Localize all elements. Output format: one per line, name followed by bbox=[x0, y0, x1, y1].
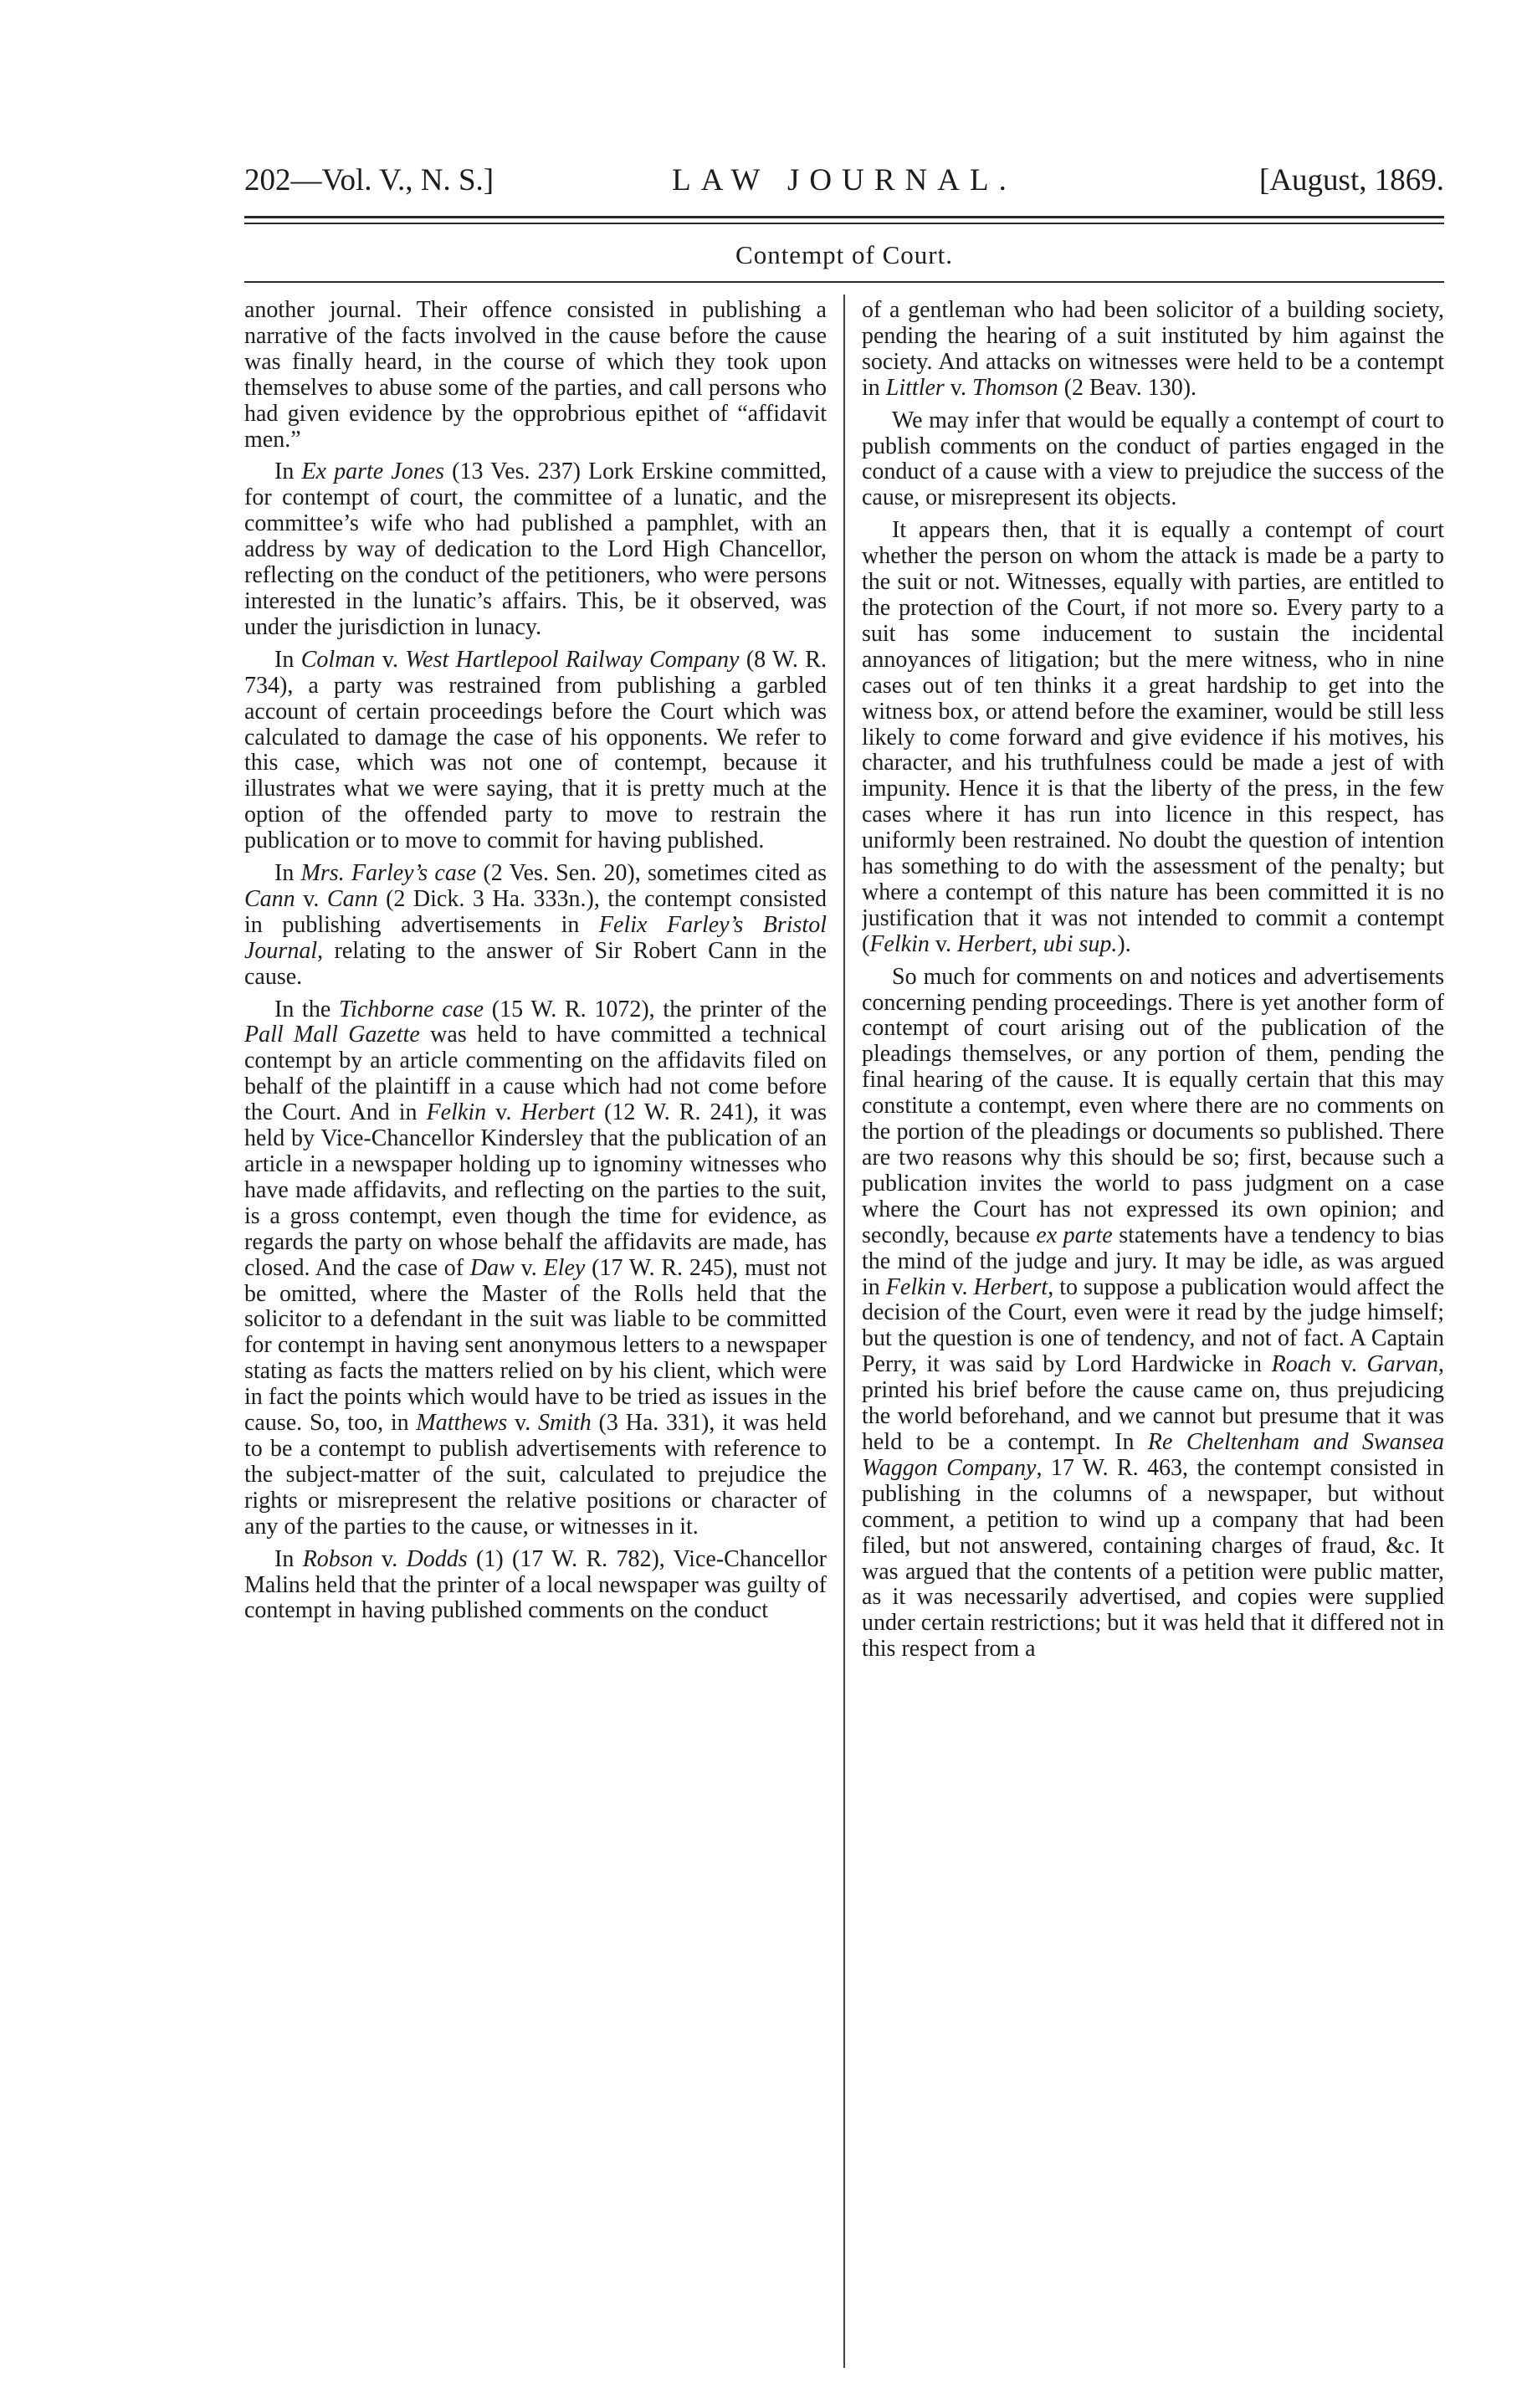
text-run: In bbox=[274, 646, 301, 673]
italic-text: Eley bbox=[543, 1254, 586, 1281]
continued-paragraph bbox=[244, 298, 827, 453]
paragraph bbox=[244, 861, 827, 991]
italic-text: Cann bbox=[326, 885, 378, 912]
paragraph bbox=[244, 459, 827, 640]
text-run: v. bbox=[507, 1410, 538, 1437]
italic-text: Roach bbox=[1271, 1351, 1332, 1378]
italic-text: Herbert, ubi sup. bbox=[957, 930, 1118, 957]
italic-text: Thomson bbox=[971, 374, 1058, 401]
right-column bbox=[862, 298, 1444, 2390]
issue-date: [August, 1869. bbox=[1259, 163, 1444, 197]
text-run: v. bbox=[929, 930, 958, 957]
text-run: of a gentleman who had been solicitor of a building society, pending the hearing of a suit instituted by him against the society. And attacks on witnesses were held to be a contempt in bbox=[862, 298, 1444, 401]
paragraph bbox=[862, 408, 1444, 512]
text-run: In bbox=[274, 459, 302, 485]
header-rule-top bbox=[244, 216, 1444, 218]
text-run: (17 W. R. 245), must not be omitted, where the Master of the Rolls held that the solicitor to a defendant in the suit was liable to be committed for contempt in having sent anonymous letters to a newspaper stating as facts the matters relied on by his client, which were in fact the points which would have to be tried as issues in the cause. So, too, in bbox=[244, 1254, 827, 1437]
text-run: v. bbox=[514, 1254, 544, 1281]
italic-text: Pall Mall Gazette bbox=[244, 1022, 420, 1048]
text-run: (8 W. R. 734), a party was restrained from publishing a garbled account of certain proceedings before the Court which was calculated to damage the case of his opponents. We refer to this case, which was not one of contempt, because it illustrates what we were saying, that it is pretty much at the option of the offended party to move to restrain the publication or to move to commit for having published. bbox=[244, 646, 827, 854]
journal-title: LAW JOURNAL. bbox=[672, 163, 1017, 197]
paragraph bbox=[244, 648, 827, 854]
text-run: statements have a tendency to bias the mind of the judge and jury. It may be idle, as was argued in bbox=[862, 1222, 1444, 1300]
text-run: another journal. Their offence consisted in publishing a narrative of the facts involved in the cause before the cause was finally heard, in the course of which they took upon themselves to abuse some of the parties, and call persons who had given evidence by the opprobrious epithet of “affidavit men.” bbox=[244, 298, 827, 453]
italic-text: Herbert bbox=[973, 1273, 1048, 1300]
italic-text: Re Cheltenham and Swansea Waggon Company bbox=[862, 1428, 1444, 1481]
text-run: (13 Ves. 237) Lork Erskine committed, for contempt of court, the committee of a lunatic, and the committee’s wife who had published a pamphlet, with an address by way of dedication to the Lord High Chancellor, reflecting on the conduct of the petitioners, who were persons interested in the lunatic’s affairs. This, be it observed, was under the jurisdiction in lunacy. bbox=[244, 459, 827, 640]
text-run: , relating to the answer of Sir Robert Cann in the cause. bbox=[244, 937, 827, 990]
text-run: v. bbox=[1331, 1351, 1367, 1378]
paragraph bbox=[244, 1547, 827, 1625]
running-head bbox=[244, 156, 1444, 206]
italic-text: Felkin bbox=[869, 930, 930, 957]
left-column bbox=[244, 298, 827, 2390]
text-run: was held to have committed a technical contempt by an article commenting on the affidavits filed on behalf of the plaintiff in a cause which had not come before the Court. And in bbox=[244, 1022, 827, 1126]
italic-text: Littler bbox=[885, 374, 945, 401]
continued-paragraph bbox=[862, 298, 1444, 402]
section-title: Contempt of Court. bbox=[735, 240, 953, 269]
italic-text: Dodds bbox=[406, 1545, 468, 1572]
italic-text: Ex parte Jones bbox=[301, 459, 445, 485]
italic-text: Felix Farley’s Bristol Journal bbox=[244, 911, 827, 964]
text-run: , printed his brief before the cause came on, thus prejudicing the world beforehand, and we cannot but presume that it was held to be a contempt. In bbox=[862, 1351, 1444, 1455]
column-divider bbox=[843, 295, 845, 2368]
italic-text: Cann bbox=[244, 885, 295, 912]
text-run: (2 Dick. 3 Ha. 333n.), the contempt consisted in publishing advertisements in bbox=[244, 885, 827, 938]
text-run: , to suppose a publication would affect the decision of the Court, even were it read by the judge himself; but the question is one of tendency, and not of fact. A Captain Perry, it was said by Lord Hardwicke in bbox=[862, 1273, 1444, 1378]
italic-text: Tichborne case bbox=[339, 996, 484, 1022]
text-run: In bbox=[274, 1545, 303, 1572]
italic-text: Daw bbox=[469, 1254, 515, 1281]
text-run: So much for comments on and notices and advertisements concerning pending proceedings. There is yet another form of contempt of court arising out of the publication of the pleadings themselves, or any portion of them, pending the final hearing of the cause. It is equally certain that this may constitute a contempt, even where there are no comments on the portion of the pleadings or documents so published. There are two reasons why this should be so; first, because such a publication invites the world to pass judgment on a case where the Court has not expressed its own opinion; and secondly, because bbox=[862, 963, 1444, 1248]
text-run: v. bbox=[295, 885, 327, 912]
text-run: ). bbox=[1117, 930, 1131, 957]
paragraph bbox=[862, 965, 1444, 1663]
text-run: (15 W. R. 1072), the printer of the bbox=[484, 996, 827, 1022]
italic-text: Herbert bbox=[520, 1099, 596, 1126]
text-run: (1) (17 W. R. 782), Vice-Chancellor Malins held that the printer of a local newspaper was guilty of contempt in having published comments on the conduct bbox=[244, 1545, 827, 1624]
italic-text: Colman bbox=[300, 646, 376, 673]
italic-text: Smith bbox=[538, 1410, 592, 1437]
paragraph bbox=[862, 518, 1444, 957]
text-run: v. bbox=[375, 646, 406, 673]
section-rule bbox=[244, 281, 1444, 283]
text-run: It appears then, that it is equally a contempt of court whether the person on whom the attack is made be a party to the suit or not. Witnesses, equally with parties, are entitled to the protection of the Court, if not more so. Every party to a suit has some inducement to sustain the incidental annoyances of litigation; but the mere witness, who in nine cases out of ten thinks it a great hardship to get into the witness box, or attend before the examiner, would be still less likely to come forward and give evidence if his motives, his character, and his truthfulness could be made a jest of with impunity. Hence it is that the liberty of the press, in the few cases where it has run into licence in this respect, has uniformly been restrained. No doubt the question of intention has something to do with the assessment of the penalty; but where a contempt of this nature has been committed it is no justification that it was not intended to commit a contempt ( bbox=[862, 517, 1444, 957]
italic-text: Mrs. Farley’s case bbox=[300, 860, 477, 887]
text-run: (3 Ha. 331), it was held to be a contempt to publish advertisements with reference to the subject-matter of the suit, calculated to prejudice the rights or misrepresent the relative positions or character of any of the parties to the cause, or witnesses in it. bbox=[244, 1410, 827, 1540]
italic-text: Garvan bbox=[1366, 1351, 1439, 1378]
header-rule-bottom bbox=[244, 223, 1444, 224]
text-run: (12 W. R. 241), it was held by Vice-Chancellor Kindersley that the publication of an article in a newspaper holding up to ignominy witnesses who have made affidavits, and reflecting on the parties to the suit, is a gross contempt, even though the time for evidence, as regards the party on whose behalf the affidavits are made, has closed. And the case of bbox=[244, 1099, 827, 1281]
text-run: , 17 W. R. 463, the contempt consisted in publishing in the columns of a newspaper, but without comment, a petition to wind up a company that had been filed, but not answered, containing charges of fraud, &c. It was argued that the contents of a petition were public matter, as it was necessarily advertised, and copies were supplied under certain restrictions; but it was held that it differed not in this respect from a bbox=[862, 1454, 1444, 1663]
text-run: v. bbox=[944, 374, 972, 401]
italic-text: Matthews bbox=[416, 1410, 508, 1437]
text-run: (2 Beav. 130). bbox=[1058, 374, 1197, 401]
text-run: In the bbox=[274, 996, 340, 1022]
paragraph bbox=[244, 997, 827, 1540]
text-run: We may infer that would be equally a contempt of court to publish comments on the conduct of parties engaged in the conduct of a cause with a view to prejudice the success of the cause, or misrepresent its objects. bbox=[862, 407, 1444, 511]
text-run: (2 Ves. Sen. 20), sometimes cited as bbox=[476, 860, 827, 887]
text-run: v. bbox=[372, 1545, 407, 1572]
italic-text: Robson bbox=[302, 1545, 373, 1572]
page-volume-reference: 202—Vol. V., N. S.] bbox=[244, 163, 494, 197]
text-run: v. bbox=[945, 1273, 974, 1300]
italic-text: Felkin bbox=[426, 1099, 487, 1126]
italic-text: Felkin bbox=[885, 1273, 946, 1300]
text-run: v. bbox=[486, 1099, 521, 1126]
italic-text: ex parte bbox=[1036, 1222, 1113, 1248]
italic-text: West Hartlepool Railway Company bbox=[405, 646, 740, 673]
text-run: In bbox=[274, 860, 301, 887]
